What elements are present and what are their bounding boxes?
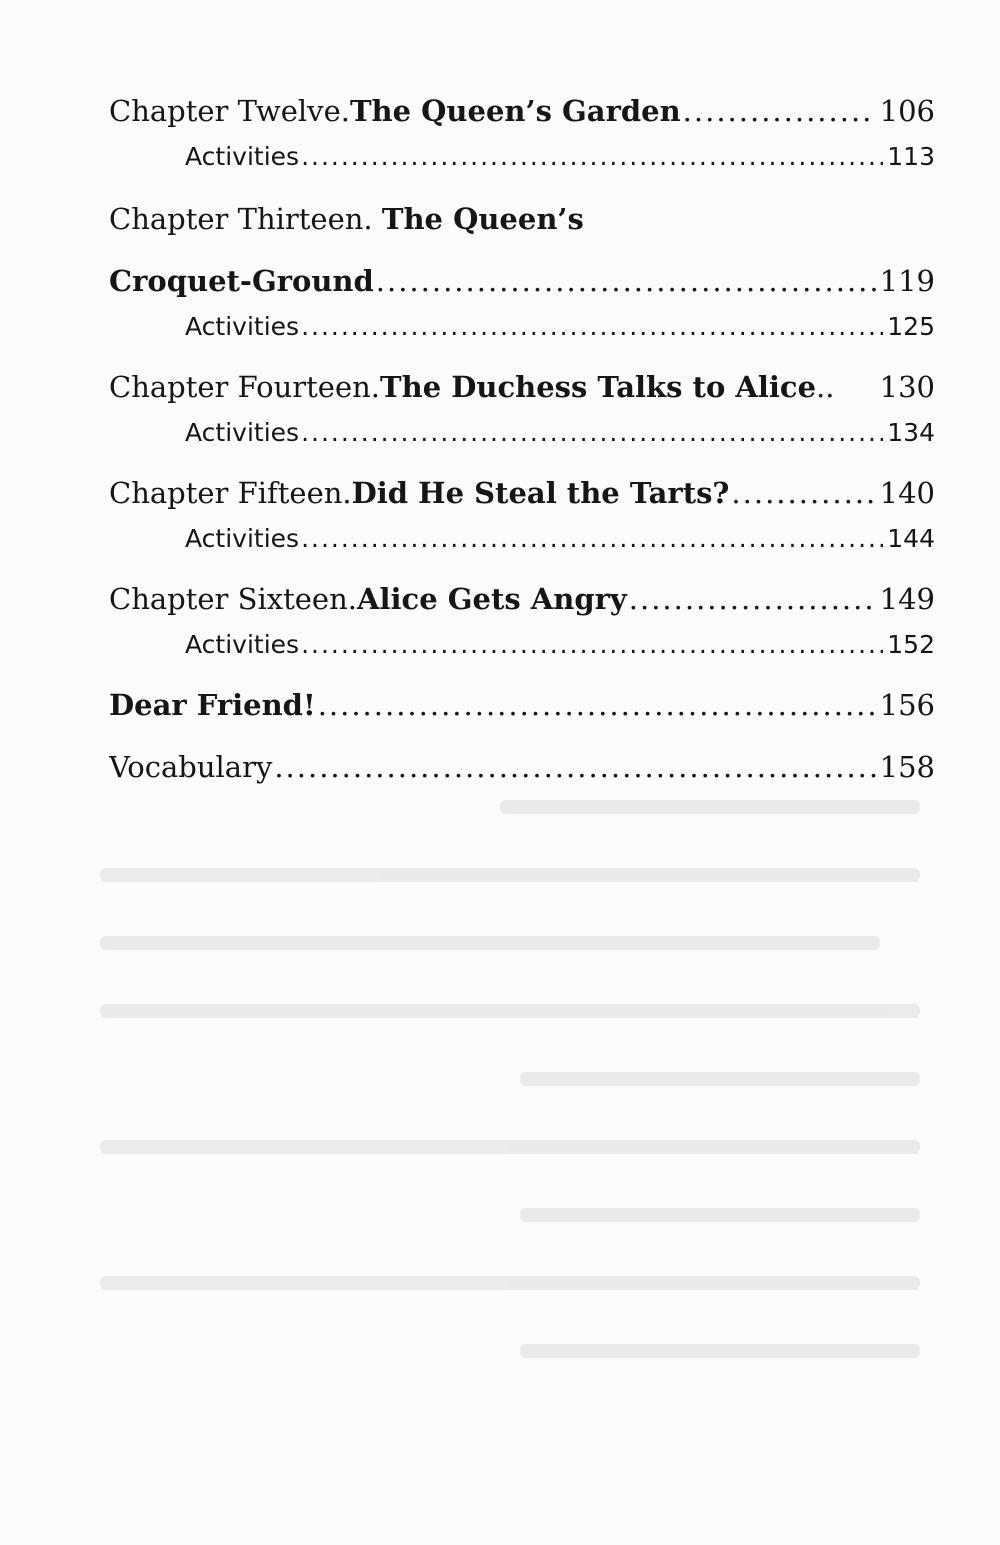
toc-entry-vocabulary[interactable] [109, 744, 935, 790]
toc-entry-activities-15[interactable] [109, 516, 935, 562]
page-number: 158 [879, 750, 935, 784]
toc-entry-chapter-sixteen[interactable] [109, 576, 935, 622]
toc-entry-activities-12[interactable] [109, 134, 935, 180]
dot-leader [301, 304, 883, 350]
activities-label: Activities [185, 418, 300, 447]
chapter-title: The Duchess Talks to Alice [380, 370, 817, 404]
toc-entry-chapter-twelve[interactable] [109, 88, 935, 134]
page-number: 144 [887, 524, 935, 553]
page-number: 134 [887, 418, 935, 447]
section-label: Vocabulary [109, 750, 273, 784]
bleed-through-shadow [100, 800, 940, 1460]
page-number: 119 [879, 264, 935, 298]
chapter-label: Chapter Fourteen. [109, 370, 381, 404]
toc-entry-activities-13[interactable] [109, 304, 935, 350]
toc-entry-chapter-fifteen[interactable] [109, 470, 935, 516]
dot-leader [301, 516, 883, 562]
dot-leader [301, 134, 883, 180]
page-number: 106 [879, 94, 935, 128]
toc-entry-chapter-fourteen[interactable] [109, 364, 935, 410]
activities-label: Activities [185, 312, 300, 341]
chapter-label: Chapter Thirteen. [109, 202, 382, 236]
page-number: 149 [879, 582, 935, 616]
toc-entry-activities-14[interactable] [109, 410, 935, 456]
page-number: 140 [879, 476, 935, 510]
dot-leader [629, 576, 876, 622]
chapter-title-dots: .. [816, 370, 835, 404]
dot-leader [318, 682, 876, 728]
section-title: Dear Friend! [109, 688, 316, 722]
toc-entry-activities-16[interactable] [109, 622, 935, 668]
dot-leader [274, 744, 875, 790]
chapter-title: The Queen’s Garden [349, 94, 681, 128]
chapter-label: Chapter Sixteen. [109, 582, 357, 616]
page-number: 152 [887, 630, 935, 659]
page-number: 130 [879, 370, 935, 404]
toc-entry-chapter-thirteen-line2[interactable] [109, 258, 935, 304]
dot-leader [301, 410, 883, 456]
dot-leader [376, 258, 876, 304]
chapter-label: Chapter Twelve. [109, 94, 350, 128]
activities-label: Activities [185, 142, 300, 171]
toc-entry-dear-friend[interactable] [109, 682, 935, 728]
chapter-label: Chapter Fifteen. [109, 476, 352, 510]
activities-label: Activities [185, 524, 300, 553]
page-number: 125 [887, 312, 935, 341]
page-number: 156 [879, 688, 935, 722]
chapter-title: Alice Gets Angry [357, 582, 627, 616]
table-of-contents [109, 88, 935, 790]
activities-label: Activities [185, 630, 300, 659]
dot-leader [731, 470, 875, 516]
dot-leader [683, 88, 876, 134]
page-number: 113 [887, 142, 935, 171]
chapter-title: Did He Steal the Tarts? [351, 476, 730, 510]
chapter-title-part1: The Queen’s [381, 202, 584, 236]
chapter-title-part2: Croquet-Ground [109, 264, 374, 298]
toc-entry-chapter-thirteen-line1[interactable] [109, 196, 935, 242]
dot-leader [301, 622, 883, 668]
